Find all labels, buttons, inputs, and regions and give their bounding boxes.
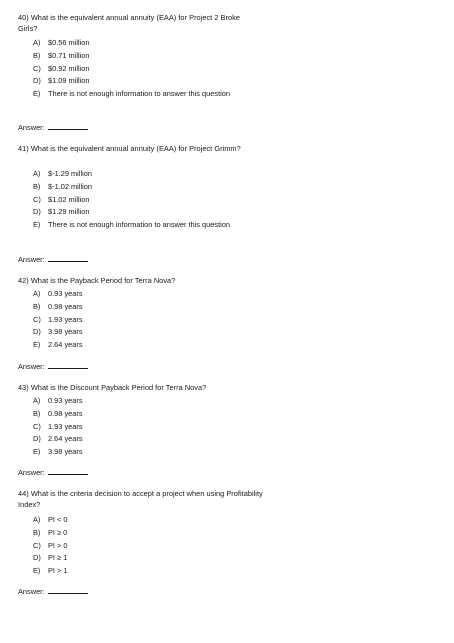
option-text: 0.93 years <box>48 396 83 405</box>
answer-field <box>18 361 88 372</box>
option-letter: C) <box>33 540 41 550</box>
option-letter: D) <box>33 327 41 337</box>
option-list <box>33 168 248 245</box>
option-text: 2.64 years <box>48 434 83 444</box>
question-stem: 43) What is the Discount Payback Period for Terra Nova? <box>18 383 207 392</box>
option-letter: C) <box>33 194 41 204</box>
option-text: 3.98 years <box>48 327 83 337</box>
option-text: 3.98 years <box>48 447 83 457</box>
option-letter: B) <box>33 301 41 311</box>
option-b <box>33 408 83 421</box>
answer-field <box>18 467 88 478</box>
option-b <box>33 301 83 314</box>
answer-label: Answer: <box>18 123 45 132</box>
option-text: $1.29 million <box>48 207 90 217</box>
option-c <box>33 421 83 434</box>
option-e <box>33 339 83 352</box>
option-letter: D) <box>33 207 41 217</box>
option-d <box>33 75 248 88</box>
option-letter: A) <box>33 38 41 47</box>
option-list <box>33 514 68 578</box>
option-text: $1.09 million <box>48 76 90 86</box>
answer-label: Answer: <box>18 255 45 264</box>
option-letter: D) <box>33 553 41 563</box>
answer-label: Answer: <box>18 587 45 596</box>
option-d <box>33 433 83 446</box>
option-text: $0.56 million <box>48 38 90 47</box>
answer-field <box>18 122 88 133</box>
answer-blank <box>48 361 88 369</box>
option-text: $-1.29 million <box>48 169 92 178</box>
option-letter: E) <box>33 89 41 99</box>
option-text: PI < 0 <box>48 515 68 524</box>
option-text: 0.98 years <box>48 408 83 418</box>
option-letter: C) <box>33 63 41 73</box>
option-letter: D) <box>33 434 41 444</box>
option-text: $0.92 million <box>48 63 90 73</box>
option-text: PI > 1 <box>48 566 68 576</box>
option-e <box>33 88 248 114</box>
option-list <box>33 37 248 114</box>
option-c <box>33 314 83 327</box>
question-stem: 42) What is the Payback Period for Terra Nova? <box>18 276 176 285</box>
option-list <box>33 288 83 352</box>
option-b <box>33 181 248 194</box>
option-list <box>33 395 83 459</box>
option-c <box>33 63 248 76</box>
option-letter: E) <box>33 340 41 350</box>
answer-blank <box>48 467 88 475</box>
option-letter: B) <box>33 50 41 60</box>
option-c <box>33 194 248 207</box>
option-a <box>33 395 83 408</box>
answer-field <box>18 254 88 265</box>
option-text: 1.93 years <box>48 314 83 324</box>
option-text: 1.93 years <box>48 421 83 431</box>
option-d <box>33 552 68 565</box>
option-letter: B) <box>33 408 41 418</box>
option-letter: C) <box>33 314 41 324</box>
answer-blank <box>48 586 88 594</box>
option-d <box>33 326 83 339</box>
option-text: PI > 0 <box>48 540 68 550</box>
answer-field <box>18 586 88 597</box>
option-text: There is not enough information to answer this question <box>48 220 230 230</box>
option-text: 2.64 years <box>48 340 83 350</box>
option-letter: E) <box>33 566 41 576</box>
option-d <box>33 206 248 219</box>
option-e <box>33 446 83 459</box>
option-b <box>33 527 68 540</box>
option-a <box>33 168 248 181</box>
question-stem: 44) What is the criteria decision to accept a project when using Profitability Index? <box>18 489 263 510</box>
option-letter: A) <box>33 289 41 298</box>
option-a <box>33 288 83 301</box>
option-a <box>33 514 68 527</box>
option-letter: A) <box>33 515 41 524</box>
option-text: $1.02 million <box>48 194 90 204</box>
option-letter: E) <box>33 447 41 457</box>
option-letter: C) <box>33 421 41 431</box>
option-letter: B) <box>33 181 41 191</box>
option-letter: D) <box>33 76 41 86</box>
option-c <box>33 540 68 553</box>
answer-label: Answer: <box>18 468 45 477</box>
option-text: There is not enough information to answer this question <box>48 89 230 99</box>
option-b <box>33 50 248 63</box>
option-e <box>33 565 68 578</box>
option-text: 0.98 years <box>48 301 83 311</box>
option-text: PI ≥ 1 <box>48 553 68 563</box>
option-letter: A) <box>33 396 41 405</box>
option-letter: E) <box>33 220 41 230</box>
answer-label: Answer: <box>18 362 45 371</box>
option-letter: B) <box>33 527 41 537</box>
option-text: 0.93 years <box>48 289 83 298</box>
question-stem: 40) What is the equivalent annual annuity (EAA) for Project 2 Broke Girls? <box>18 13 240 34</box>
option-letter: A) <box>33 169 41 178</box>
option-e <box>33 219 248 245</box>
option-a <box>33 37 248 50</box>
answer-blank <box>48 254 88 262</box>
question-stem: 41) What is the equivalent annual annuity (EAA) for Project Grimm? <box>18 144 241 153</box>
option-text: $-1.02 million <box>48 181 92 191</box>
answer-blank <box>48 122 88 130</box>
option-text: PI ≥ 0 <box>48 527 68 537</box>
option-text: $0.71 million <box>48 50 90 60</box>
